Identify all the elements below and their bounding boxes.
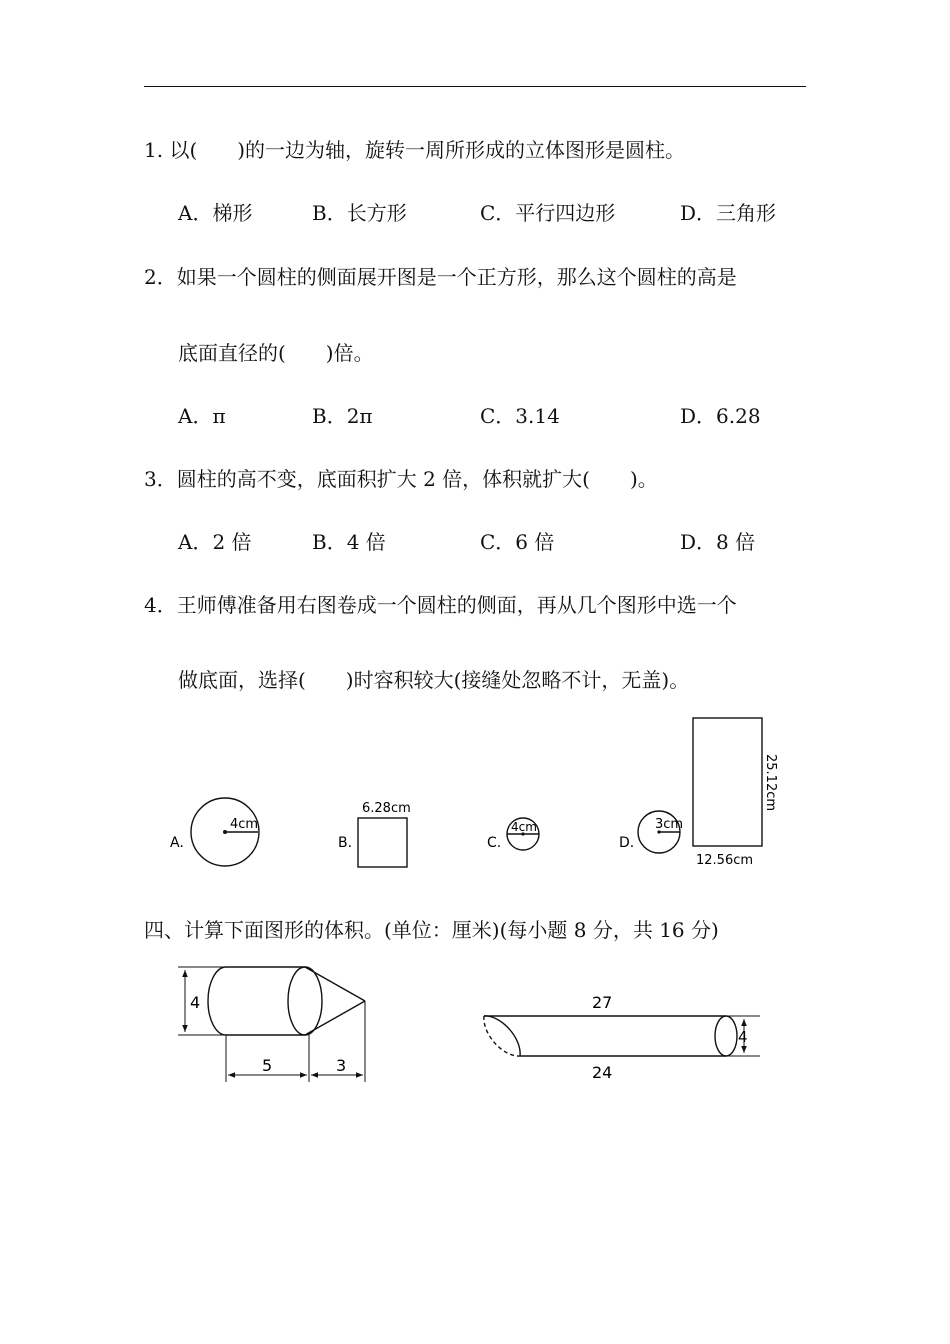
question-3-text: 3．圆柱的高不变，底面积扩大 2 倍，体积就扩大( )。 bbox=[144, 467, 658, 491]
right-bottom-length-label: 24 bbox=[592, 1063, 613, 1082]
question-4-text-line2: 做底面，选择( )时容积较大(接缝处忽略不计，无盖)。 bbox=[178, 668, 690, 692]
question-2-text-line2: 底面直径的( )倍。 bbox=[178, 341, 374, 365]
option-a-dimension: 4cm bbox=[230, 817, 259, 832]
rectangle-width-label: 12.56cm bbox=[696, 853, 754, 868]
left-diameter-label: 4 bbox=[190, 993, 201, 1012]
right-diameter-label: 4 bbox=[738, 1028, 748, 1046]
cut-cylinder-figure bbox=[484, 1016, 760, 1056]
left-cone-length-label: 3 bbox=[336, 1056, 347, 1075]
cone-bottom-edge bbox=[305, 1001, 365, 1035]
option-c-label: C. bbox=[487, 835, 502, 851]
question-1-text: 1. 以( )的一边为轴，旋转一周所形成的立体图形是圆柱。 bbox=[144, 138, 686, 162]
question-1-option-a[interactable]: A．梯形 bbox=[178, 201, 253, 225]
question-3-option-c[interactable]: C．6 倍 bbox=[480, 530, 555, 554]
section-4-heading: 四、计算下面图形的体积。(单位：厘米)(每小题 8 分，共 16 分) bbox=[144, 918, 719, 942]
question-3-option-b[interactable]: B．4 倍 bbox=[312, 530, 386, 554]
question-3-option-a[interactable]: A．2 倍 bbox=[178, 530, 252, 554]
question-3-option-d[interactable]: D．8 倍 bbox=[680, 530, 756, 554]
question-2-option-c[interactable]: C．3.14 bbox=[480, 404, 560, 428]
option-d-dimension: 3cm bbox=[655, 817, 684, 832]
cylinder-left-end bbox=[208, 967, 226, 1035]
question-2-option-b[interactable]: B．2π bbox=[312, 404, 373, 428]
option-a-label: A. bbox=[170, 835, 184, 851]
question-4-text-line1: 4．王师傅准备用右图卷成一个圆柱的侧面，再从几个图形中选一个 bbox=[144, 593, 737, 617]
option-c-dimension: 4cm bbox=[511, 820, 537, 834]
option-d-label: D. bbox=[619, 835, 635, 851]
option-b-label: B. bbox=[338, 835, 353, 851]
question-1-option-d[interactable]: D．三角形 bbox=[680, 201, 777, 225]
cylinder-right-end bbox=[288, 967, 322, 1035]
right-end-ellipse bbox=[715, 1016, 737, 1056]
question-2-text-line1: 2．如果一个圆柱的侧面展开图是一个正方形，那么这个圆柱的高是 bbox=[144, 265, 737, 289]
cone-top-edge bbox=[305, 967, 365, 1001]
right-top-length-label: 27 bbox=[592, 993, 613, 1012]
question-2-option-a[interactable]: A．π bbox=[178, 404, 226, 428]
question-2-option-d[interactable]: D．6.28 bbox=[680, 404, 761, 428]
rectangle-height-label: 25.12cm bbox=[763, 754, 778, 812]
left-cylinder-length-label: 5 bbox=[262, 1056, 273, 1075]
question-1-option-c[interactable]: C．平行四边形 bbox=[480, 201, 616, 225]
question-1-option-b[interactable]: B．长方形 bbox=[312, 201, 407, 225]
option-b-dimension: 6.28cm bbox=[362, 801, 411, 816]
